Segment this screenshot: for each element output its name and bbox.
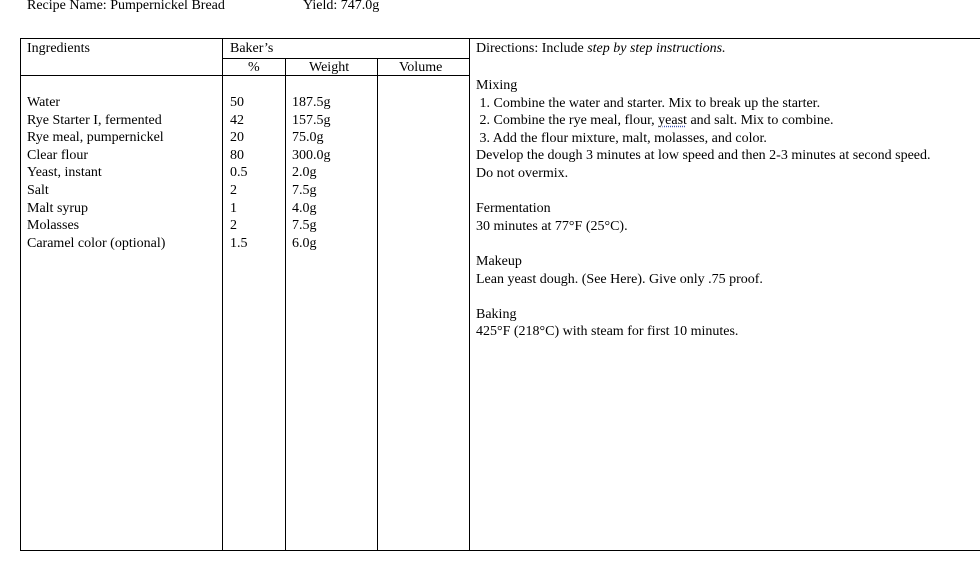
yield-label: Yield: xyxy=(303,0,338,13)
fermentation-heading: Fermentation xyxy=(476,201,551,217)
col-divider-percent xyxy=(222,38,223,551)
ingredient-name: Malt syrup xyxy=(27,200,89,216)
mixing-develop-text: Develop the dough 3 minutes at low speed and then 2-3 minutes at second speed. xyxy=(476,148,931,164)
header-directions xyxy=(476,40,726,58)
ingredient-weight: 7.5g xyxy=(292,218,317,234)
mixing-step-3: 3. Add the flour mixture, malt, molasses, and color. xyxy=(476,130,767,146)
directions-instruction: step by step instructions. xyxy=(587,41,726,56)
col-divider-volume xyxy=(377,58,378,551)
header-weight: Weight xyxy=(309,60,350,75)
mixing-step-2 xyxy=(476,112,931,130)
ingredient-percent: 0.5 xyxy=(230,165,248,181)
table-top-border xyxy=(20,38,980,39)
makeup-text: Lean yeast dough. (See Here). Give only .75 proof. xyxy=(476,271,763,287)
ingredient-weight: 6.0g xyxy=(292,235,317,251)
ingredient-weight: 7.5g xyxy=(292,182,317,198)
recipe-name-row xyxy=(27,0,225,15)
ingredient-weight: 300.0g xyxy=(292,147,331,163)
header-percent: % xyxy=(248,60,260,75)
ingredient-weight: 2.0g xyxy=(292,165,317,181)
fermentation-text: 30 minutes at 77°F (25°C). xyxy=(476,218,628,234)
header-ingredients: Ingredients xyxy=(27,41,90,56)
step2-text-start: 2. Combine the rye meal, flour, xyxy=(476,113,659,129)
ingredient-name: Rye Starter I, fermented xyxy=(27,112,162,128)
ingredient-percent: 50 xyxy=(230,95,244,110)
weight-column xyxy=(292,94,331,252)
ingredient-percent: 80 xyxy=(230,147,244,163)
spellcheck-word-yeast: yeast xyxy=(658,113,687,129)
mixing-overmix-text: Do not overmix. xyxy=(476,165,569,181)
ingredient-percent: 2 xyxy=(230,182,237,198)
ingredient-percent: 2 xyxy=(230,218,237,234)
ingredient-name: Yeast, instant xyxy=(27,165,102,181)
ingredient-name: Molasses xyxy=(27,218,80,234)
yield-value: 747.0g xyxy=(340,0,380,13)
yield-row xyxy=(303,0,379,15)
step2-text-end: and salt. Mix to combine. xyxy=(686,113,834,129)
makeup-heading: Makeup xyxy=(476,253,522,269)
col-divider-directions xyxy=(469,38,470,551)
table-left-border xyxy=(20,38,21,551)
ingredient-name: Salt xyxy=(27,182,49,198)
bakers-percent-column xyxy=(230,94,248,252)
directions-label: Directions: Include xyxy=(476,41,588,56)
recipe-name-label: Recipe Name: xyxy=(27,0,107,13)
ingredient-name: Water xyxy=(27,95,61,110)
ingredient-name: Clear flour xyxy=(27,147,89,163)
ingredient-weight: 157.5g xyxy=(292,112,331,128)
directions-column xyxy=(476,77,931,341)
ingredient-percent: 1 xyxy=(230,200,237,216)
ingredient-weight: 187.5g xyxy=(292,95,331,110)
baking-heading: Baking xyxy=(476,306,517,322)
recipe-name-value: Pumpernickel Bread xyxy=(110,0,225,13)
header-volume: Volume xyxy=(399,60,443,75)
ingredient-names-column xyxy=(27,94,165,252)
ingredient-name: Rye meal, pumpernickel xyxy=(27,130,164,146)
ingredient-name: Caramel color (optional) xyxy=(27,235,166,251)
col-divider-weight xyxy=(285,58,286,551)
ingredient-weight: 4.0g xyxy=(292,200,317,216)
ingredient-percent: 20 xyxy=(230,130,244,146)
table-bottom-border xyxy=(20,550,980,551)
ingredient-weight: 75.0g xyxy=(292,130,324,146)
mixing-heading: Mixing xyxy=(476,78,518,93)
baking-text: 425°F (218°C) with steam for first 10 minutes. xyxy=(476,324,739,340)
ingredient-percent: 1.5 xyxy=(230,235,248,251)
ingredient-percent: 42 xyxy=(230,112,244,128)
header-bakers: Baker’s xyxy=(230,41,274,56)
mixing-step-1: 1. Combine the water and starter. Mix to break up the starter. xyxy=(476,95,821,111)
